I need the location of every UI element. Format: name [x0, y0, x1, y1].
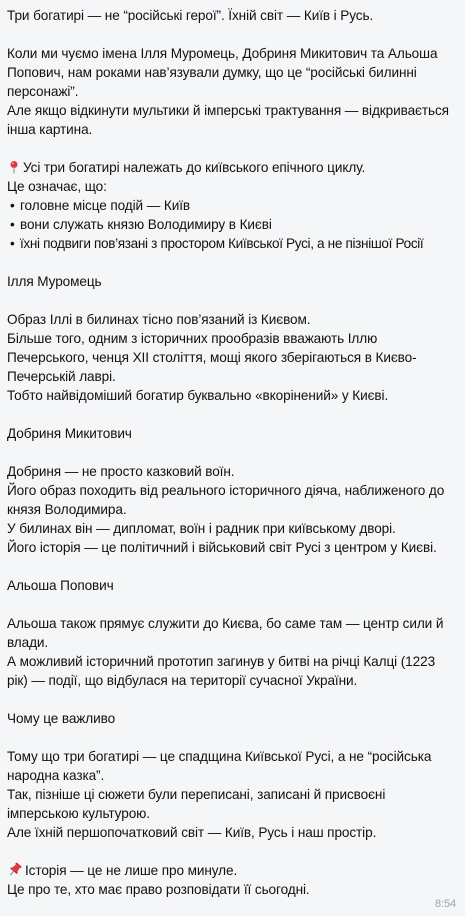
dobrynia-heading: Добриня Микитович	[7, 426, 132, 441]
illia-paragraph-2: Більше того, одним з історичних прообразів вважають Іллю Печерського, ченця ХІІ століття, мощі якого зберігаються в Києво-Печерській лаврі.	[7, 331, 417, 384]
intro-paragraph-2: Але якщо відкинути мультики й імперські трактування — відкривається інша картина.	[7, 103, 449, 137]
why-paragraph-3: Але їхній першопочатковий світ — Київ, Русь і наш простір.	[7, 825, 377, 840]
list-item: • головне місце подій — Київ	[7, 196, 457, 215]
intro-paragraph: Коли ми чуємо імена Ілля Муромець, Добриня Микитович та Альоша Попович, нам роками нав’язували думку, що це “російські билинні персонажі”.	[7, 46, 438, 99]
outro-line	[7, 861, 457, 880]
illia-paragraph-3: Тобто найвідоміший богатир буквально «вкорінений» у Києві.	[7, 388, 389, 403]
why-paragraph: Тому що три богатирі — це спадщина Київської Русі, а не “російська народна казка”.	[7, 749, 432, 783]
message-title: Три богатирі — не “російські герої”. Їхній світ — Київ і Русь.	[7, 8, 374, 23]
pushpin-icon	[7, 862, 23, 877]
cycle-line	[7, 158, 457, 177]
cycle-text: Усі три богатирі належать до київського епічного циклу.	[23, 160, 366, 175]
dobrynia-paragraph-3: У билинах він — дипломат, воїн і радник при київському дворі.	[7, 521, 396, 536]
outro-paragraph-2: Це про те, хто має право розповідати її сьогодні.	[7, 882, 310, 897]
alosha-heading: Альоша Попович	[7, 578, 114, 593]
bullet-list	[7, 196, 457, 253]
dobrynia-paragraph-4: Його історія — це політичний і військовий світ Русі з центром у Києві.	[7, 540, 437, 555]
dobrynia-paragraph: Добриня — не просто казковий воїн.	[7, 464, 235, 479]
illia-heading: Ілля Муромець	[7, 274, 102, 289]
outro-text: Історія — це не лише про минуле.	[25, 863, 238, 878]
list-item: • їхні подвиги пов’язані з простором Київської Русі, а не пізнішої Росії	[7, 234, 457, 253]
message-timestamp: 8:54	[434, 898, 456, 910]
alosha-paragraph-2: А можливий історичний прототип загинув у битві на річці Калці (1223 рік) — події, що відбулася на території сучасної України.	[7, 654, 436, 688]
alosha-paragraph: Альоша також прямує служити до Києва, бо саме там — центр сили й влади.	[7, 616, 444, 650]
round-pushpin-icon	[7, 160, 21, 174]
list-item: • вони служать князю Володимиру в Києві	[7, 215, 457, 234]
why-heading: Чому це важливо	[7, 711, 116, 726]
why-paragraph-2: Так, пізніше ці сюжети були переписані, записані й присвоєні імперською культурою.	[7, 787, 386, 821]
dobrynia-paragraph-2: Його образ походить від реального історичного діяча, наближеного до князя Володимира.	[7, 483, 445, 517]
means-line: Це означає, що:	[7, 179, 107, 194]
illia-paragraph: Образ Іллі в билинах тісно пов’язаний із Києвом.	[7, 312, 311, 327]
